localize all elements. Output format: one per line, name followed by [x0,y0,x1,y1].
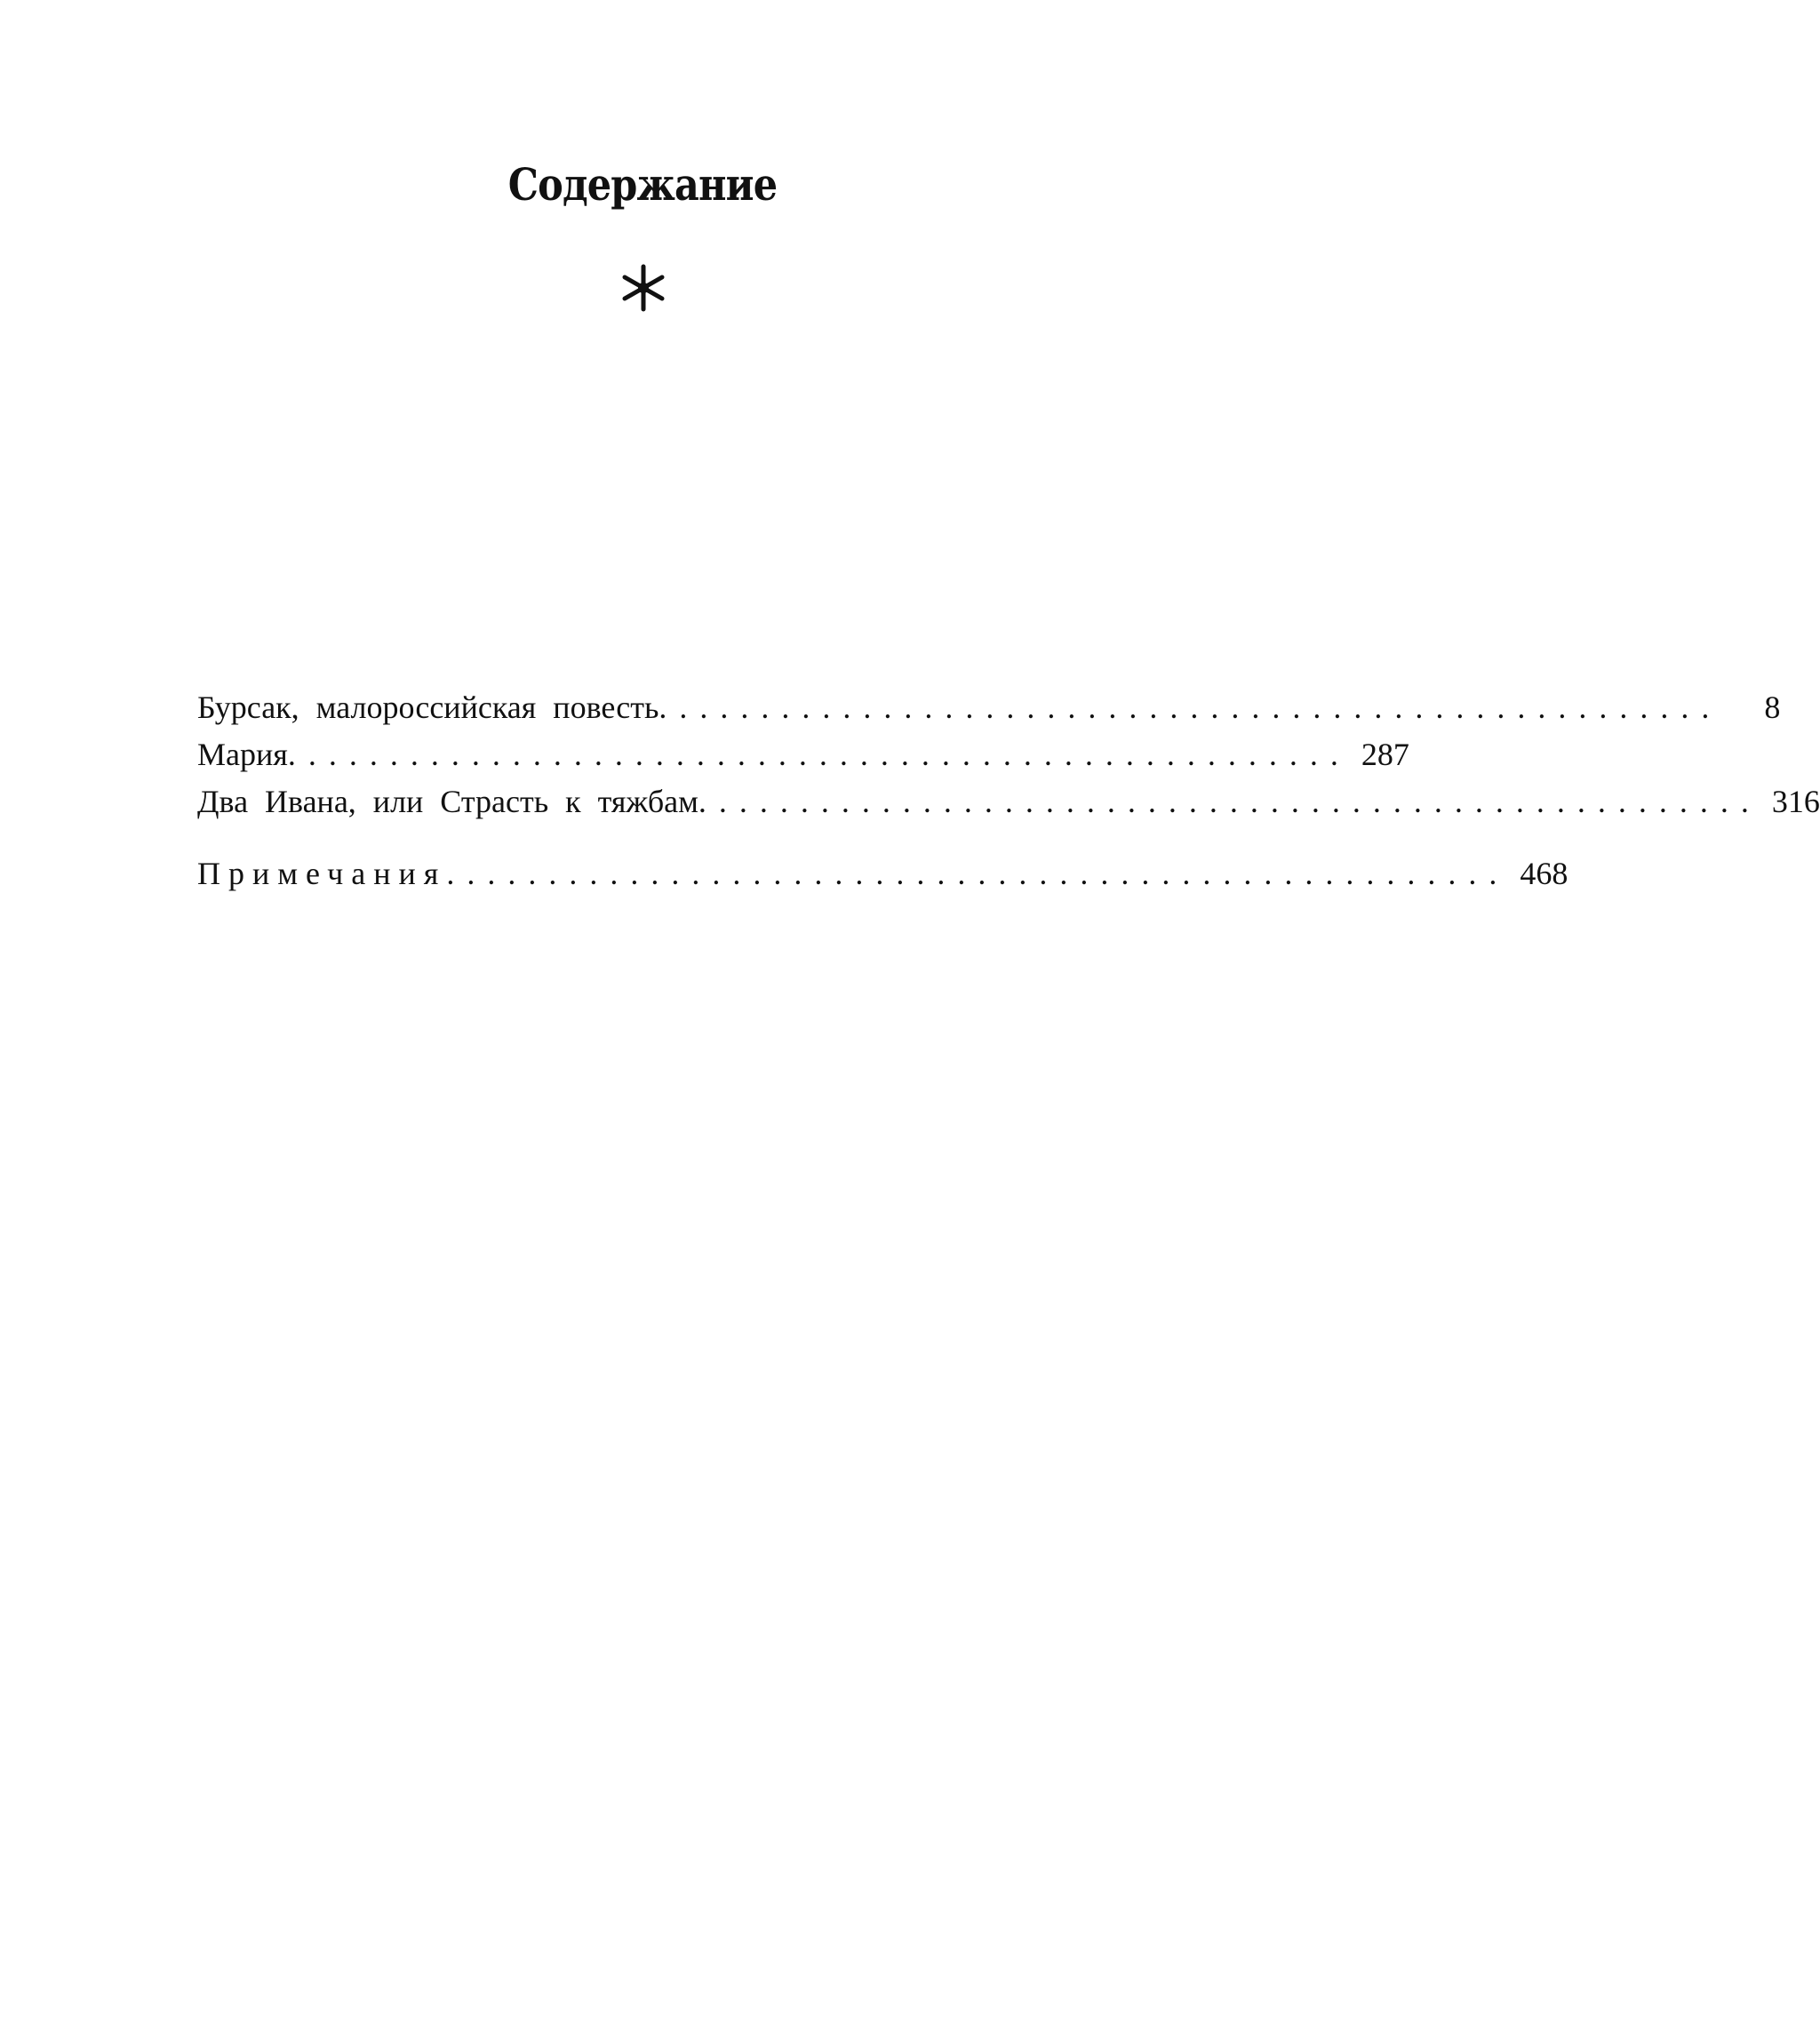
asterisk-ornament-icon [620,263,667,313]
dot-leader: .................................................... [287,737,1351,772]
table-of-contents [197,684,1820,897]
dot-leader: .................................................... [659,690,1722,725]
toc-entry-title: Два Ивана, или Страсть к тяжбам [197,784,698,819]
toc-entry[interactable] [197,684,1781,731]
dot-leader: .................................................... [446,856,1510,891]
toc-entry-title: Бурсак, малороссийская повесть [197,690,659,725]
toc-entry-page: 287 [1361,737,1409,772]
toc-entry[interactable] [197,778,1820,825]
toc-entry[interactable] [197,731,1409,778]
toc-entry-title: Мария [197,737,288,772]
page-title: Содержание [507,158,778,211]
toc-notes-entry[interactable] [197,850,1569,897]
dot-leader: .................................................... [698,784,1761,819]
toc-entry-page: 316 [1771,784,1820,819]
toc-notes-page: 468 [1520,856,1569,891]
toc-notes-title: Примечания [197,856,447,891]
toc-entry-page: 8 [1764,690,1781,725]
